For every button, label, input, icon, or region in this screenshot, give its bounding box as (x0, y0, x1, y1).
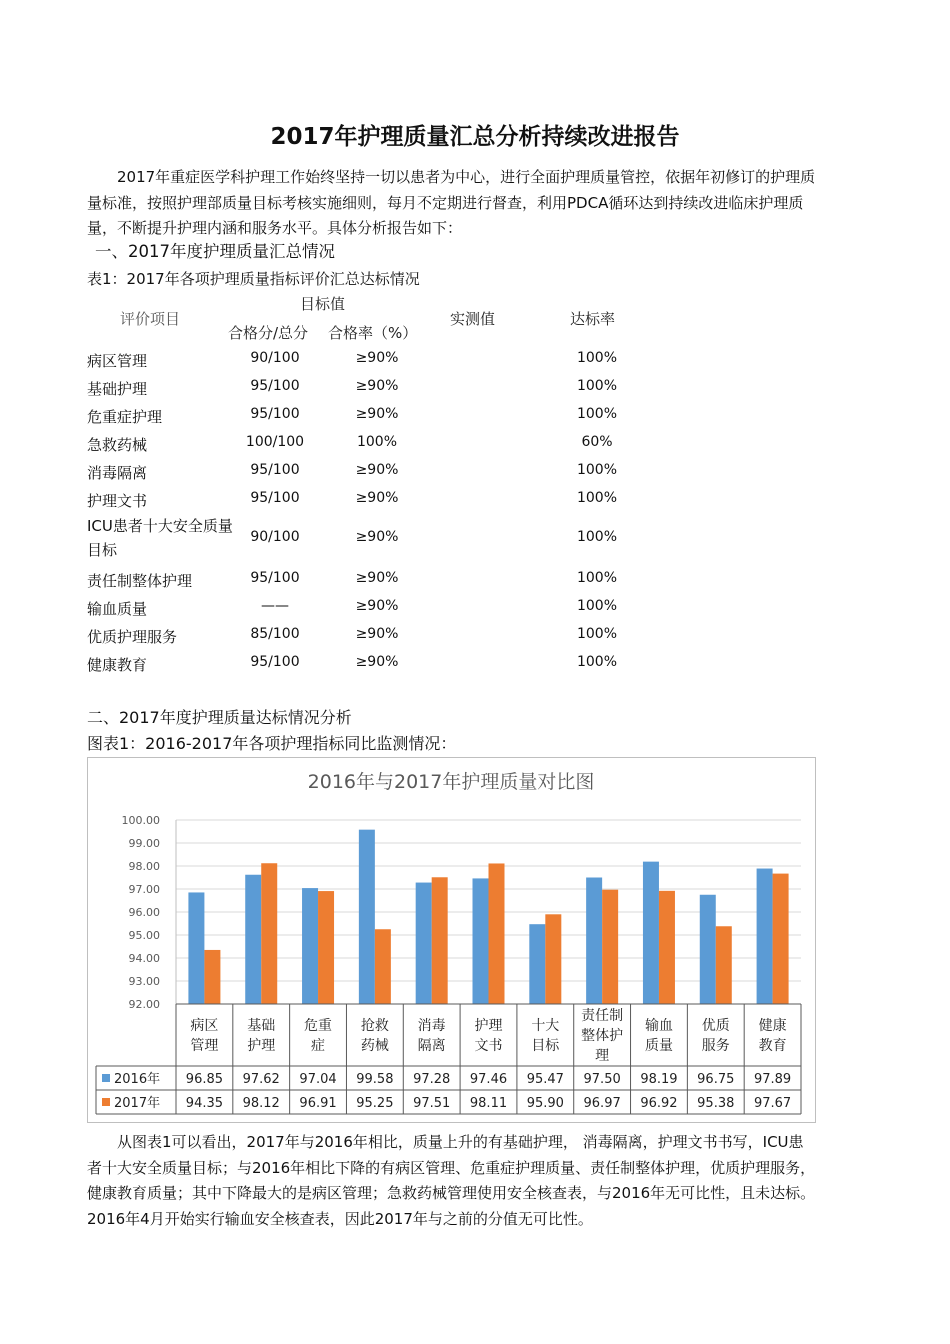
category-label: 隔离 (417, 1038, 446, 1054)
data-label: 97.50 (583, 1072, 621, 1087)
row-achieve: 100% (576, 654, 618, 670)
row-item: 病区管理 (87, 352, 148, 370)
category-label: 责任制 (581, 1008, 624, 1024)
row-item: 基础护理 (87, 380, 148, 398)
row-item: 健康教育 (87, 656, 148, 674)
row-score: 95/100 (250, 462, 300, 478)
table-row (87, 374, 707, 402)
row-achieve: 60% (581, 434, 613, 450)
row-item: 急救药械 (87, 436, 148, 454)
row-achieve: 100% (576, 570, 618, 586)
chart-title: 2016年与2017年护理质量对比图 (307, 771, 595, 793)
bar-2016 (700, 895, 716, 1004)
data-label: 99.58 (356, 1072, 394, 1087)
bar-2017 (773, 874, 789, 1004)
row-score: 95/100 (250, 654, 300, 670)
table-row (87, 566, 707, 594)
category-label: 管理 (190, 1038, 219, 1054)
row-score: —— (261, 598, 289, 614)
category-label: 服务 (701, 1038, 730, 1054)
category-label: 基础 (247, 1018, 276, 1034)
y-tick-label: 99.00 (128, 837, 160, 850)
bar-2016 (757, 869, 773, 1004)
row-item: ICU患者十大安全质量目标 (87, 517, 233, 559)
chart-frame (87, 757, 816, 1123)
y-tick-label: 93.00 (128, 975, 160, 988)
conclusion-paragraph: 从图表1可以看出，2017年与2016年相比，质量上升的有基础护理， 消毒隔离，护理文书书写，ICU患者十大安全质量目标；与2016年相比下降的有病区管理、危重症护理质量、责任制整体护理，优质护理服务，健康教育质量；其中下降最大的是病区管理；急救药械管理使用安全核查表，与2016年无可比性，且未达标。2016年4月开始实行输血安全核查表，因此2017年与之前的分值无可比性。 (87, 1133, 816, 1228)
y-tick-label: 96.00 (128, 906, 160, 919)
bar-2016 (188, 892, 204, 1004)
row-achieve: 100% (576, 529, 618, 545)
chart-caption: 图表1：2016-2017年各项护理指标同比监测情况： (87, 734, 457, 753)
legend-label: 2016年 (114, 1072, 161, 1087)
bar-2017 (545, 914, 561, 1004)
category-label: 教育 (758, 1038, 787, 1054)
section-1-heading: 一、2017年度护理质量汇总情况 (95, 242, 335, 261)
intro-paragraph: 2017年重症医学科护理工作始终坚持一切以患者为中心，进行全面护理质量管控，依据年初修订的护理质量标准，按照护理部质量目标考核实施细则，每月不定期进行督查，利用PDCA循环达到持续改进临床护理质量，不断提升护理内涵和服务水平。具体分析报告如下： (87, 168, 816, 237)
row-rate: ≥90% (355, 598, 399, 614)
row-score: 90/100 (250, 350, 300, 366)
row-rate: ≥90% (355, 570, 399, 586)
bar-2017 (489, 863, 505, 1004)
table-row (87, 486, 707, 514)
row-achieve: 100% (576, 490, 618, 506)
bar-2016 (359, 830, 375, 1004)
data-label: 96.85 (185, 1072, 224, 1087)
legend-label: 2017年 (114, 1096, 161, 1111)
category-label: 药械 (360, 1038, 389, 1054)
header-target: 目标值 (300, 295, 346, 313)
data-label: 96.92 (640, 1096, 678, 1111)
row-rate: ≥90% (355, 654, 399, 670)
data-label: 98.19 (640, 1072, 678, 1087)
row-item: 责任制整体护理 (87, 572, 193, 590)
bar-2016 (245, 875, 261, 1004)
category-label: 输血 (644, 1018, 673, 1034)
header-measured: 实测值 (450, 310, 496, 328)
y-tick-label: 98.00 (128, 860, 160, 873)
row-rate: ≥90% (355, 626, 399, 642)
bar-2016 (529, 924, 545, 1004)
row-achieve: 100% (576, 598, 618, 614)
data-label: 97.28 (413, 1072, 451, 1087)
header-item: 评价项目 (120, 310, 181, 328)
category-label: 症 (311, 1038, 326, 1054)
table-row (87, 650, 707, 678)
data-label: 98.12 (242, 1096, 280, 1111)
row-achieve: 100% (576, 378, 618, 394)
bar-2016 (473, 878, 489, 1004)
row-rate: ≥90% (355, 350, 399, 366)
category-label: 理 (595, 1048, 610, 1064)
legend-swatch (102, 1074, 110, 1082)
row-rate: ≥90% (355, 406, 399, 422)
row-item: 优质护理服务 (87, 628, 178, 646)
category-label: 目标 (531, 1038, 560, 1054)
y-tick-label: 94.00 (128, 952, 160, 965)
bar-2017 (318, 891, 334, 1004)
table-row (87, 622, 707, 650)
y-tick-label: 100.00 (121, 814, 160, 827)
category-label: 健康 (758, 1018, 787, 1034)
table-caption: 表1：2017年各项护理质量指标评价汇总达标情况 (87, 270, 420, 288)
y-tick-label: 92.00 (128, 998, 160, 1011)
legend-swatch (102, 1098, 110, 1106)
data-label: 95.90 (526, 1096, 564, 1111)
row-rate: 100% (356, 434, 398, 450)
data-label: 96.91 (299, 1096, 337, 1111)
data-label: 97.04 (299, 1072, 337, 1087)
category-label: 护理 (247, 1038, 276, 1054)
bar-2016 (643, 862, 659, 1004)
data-label: 96.97 (583, 1096, 621, 1111)
row-score: 95/100 (250, 490, 300, 506)
header-achieve: 达标率 (570, 310, 616, 328)
bar-2017 (261, 863, 277, 1004)
table-row (87, 430, 707, 458)
row-achieve: 100% (576, 350, 618, 366)
table-row (87, 346, 707, 374)
data-label: 98.11 (469, 1096, 508, 1111)
row-score: 85/100 (250, 626, 300, 642)
data-label: 97.51 (413, 1096, 451, 1111)
category-label: 整体护 (581, 1028, 624, 1044)
data-label: 97.89 (753, 1072, 792, 1087)
data-label: 94.35 (185, 1096, 224, 1111)
row-rate: ≥90% (355, 378, 399, 394)
row-score: 95/100 (250, 378, 300, 394)
category-label: 质量 (644, 1038, 673, 1054)
row-item: 护理文书 (87, 492, 148, 510)
category-label: 消毒 (417, 1018, 446, 1034)
y-tick-label: 95.00 (128, 929, 160, 942)
category-label: 危重 (304, 1018, 333, 1034)
data-label: 97.67 (753, 1096, 792, 1111)
row-rate: ≥90% (355, 490, 399, 506)
category-label: 护理 (474, 1018, 503, 1034)
data-label: 95.25 (356, 1096, 394, 1111)
data-label: 96.75 (697, 1072, 735, 1087)
category-label: 病区 (190, 1018, 219, 1034)
bar-2017 (204, 950, 220, 1004)
header-rate: 合格率（%） (328, 324, 418, 342)
bar-2016 (416, 883, 432, 1004)
bar-2017 (659, 891, 675, 1004)
row-score: 95/100 (250, 406, 300, 422)
row-score: 90/100 (250, 529, 300, 545)
row-achieve: 100% (576, 626, 618, 642)
quality-comparison-chart (88, 758, 815, 1122)
row-item: 消毒隔离 (87, 464, 148, 482)
y-tick-label: 97.00 (128, 883, 160, 896)
row-item: 危重症护理 (87, 408, 163, 426)
category-label: 文书 (474, 1038, 503, 1054)
table-row (87, 594, 707, 622)
bar-2016 (302, 888, 318, 1004)
bar-2017 (602, 890, 618, 1004)
bar-2017 (716, 926, 732, 1004)
header-score: 合格分/总分 (228, 324, 309, 342)
row-score: 95/100 (250, 570, 300, 586)
category-label: 优质 (701, 1018, 730, 1034)
section-2-heading: 二、2017年度护理质量达标情况分析 (87, 708, 352, 727)
row-score: 100/100 (245, 434, 305, 450)
row-achieve: 100% (576, 462, 618, 478)
data-label: 95.47 (526, 1072, 564, 1087)
data-label: 95.38 (697, 1096, 735, 1111)
bar-2017 (432, 877, 448, 1004)
bar-2016 (586, 878, 602, 1005)
bar-2017 (375, 929, 391, 1004)
category-label: 抢救 (360, 1018, 389, 1034)
table-row (87, 458, 707, 486)
category-label: 十大 (531, 1018, 560, 1034)
data-label: 97.62 (242, 1072, 280, 1087)
table-row (87, 402, 707, 430)
row-rate: ≥90% (355, 462, 399, 478)
table-row (87, 514, 707, 564)
page-title: 2017年护理质量汇总分析持续改进报告 (270, 124, 680, 150)
row-achieve: 100% (576, 406, 618, 422)
row-rate: ≥90% (355, 529, 399, 545)
data-label: 97.46 (469, 1072, 508, 1087)
row-item: 输血质量 (87, 600, 148, 618)
